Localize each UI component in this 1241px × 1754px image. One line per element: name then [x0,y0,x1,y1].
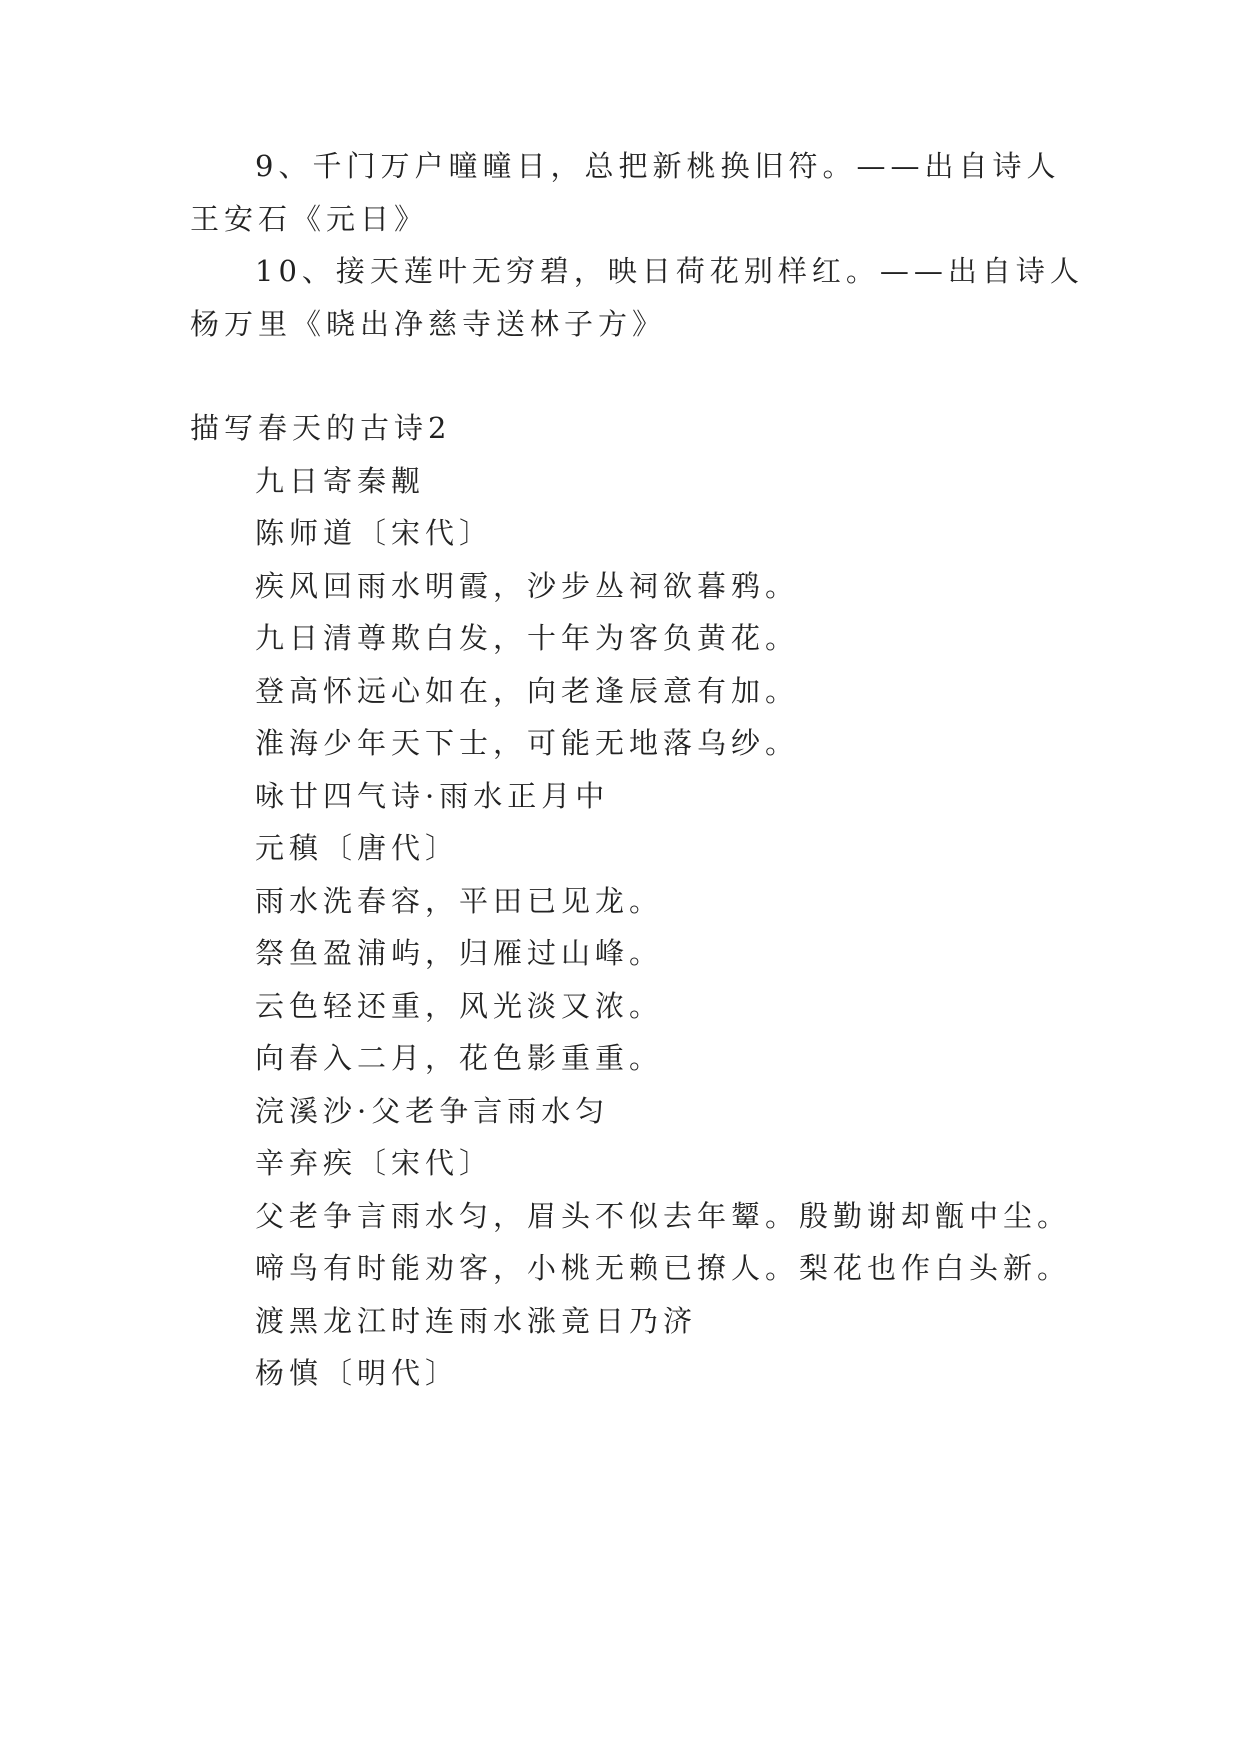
poem-1-line-3: 登高怀远心如在，向老逢辰意有加。 [255,674,800,708]
poem-4-author: 杨慎〔明代〕 [255,1356,460,1390]
poem-4-title: 渡黑龙江时连雨水涨竟日乃济 [255,1304,698,1338]
item-9-line-2: 王安石《元日》 [190,202,429,236]
poem-1-line-4: 淮海少年天下士，可能无地落乌纱。 [255,726,800,760]
poem-2-author: 元稹〔唐代〕 [255,831,460,865]
poem-1-title: 九日寄秦觏 [255,464,426,498]
item-10-line-1: 10、接天莲叶无穷碧，映日荷花别样红。——出自诗人 [255,254,1084,288]
poem-1-line-2: 九日清尊欺白发，十年为客负黄花。 [255,621,800,655]
poem-2-line-2: 祭鱼盈浦屿，归雁过山峰。 [255,936,664,970]
poem-1-author: 陈师道〔宋代〕 [255,516,494,550]
poem-1-line-1: 疾风回雨水明霞，沙步丛祠欲暮鸦。 [255,569,800,603]
poem-3-author: 辛弃疾〔宋代〕 [255,1146,494,1180]
section-heading: 描写春天的古诗2 [190,411,452,445]
poem-2-line-3: 云色轻还重，风光淡又浓。 [255,989,664,1023]
poem-2-title: 咏廿四气诗·雨水正月中 [255,779,610,813]
poem-3-title: 浣溪沙·父老争言雨水匀 [255,1094,610,1128]
item-10-line-2: 杨万里《晓出净慈寺送林子方》 [190,307,667,341]
poem-3-line-1: 父老争言雨水匀，眉头不似去年颦。殷勤谢却甑中尘。 [255,1199,1072,1233]
poem-3-line-2: 啼鸟有时能劝客，小桃无赖已撩人。梨花也作白头新。 [255,1251,1072,1285]
poem-2-line-4: 向春入二月，花色影重重。 [255,1041,664,1075]
poem-2-line-1: 雨水洗春容，平田已见龙。 [255,884,664,918]
item-9-line-1: 9、千门万户曈曈日，总把新桃换旧符。——出自诗人 [255,149,1061,183]
